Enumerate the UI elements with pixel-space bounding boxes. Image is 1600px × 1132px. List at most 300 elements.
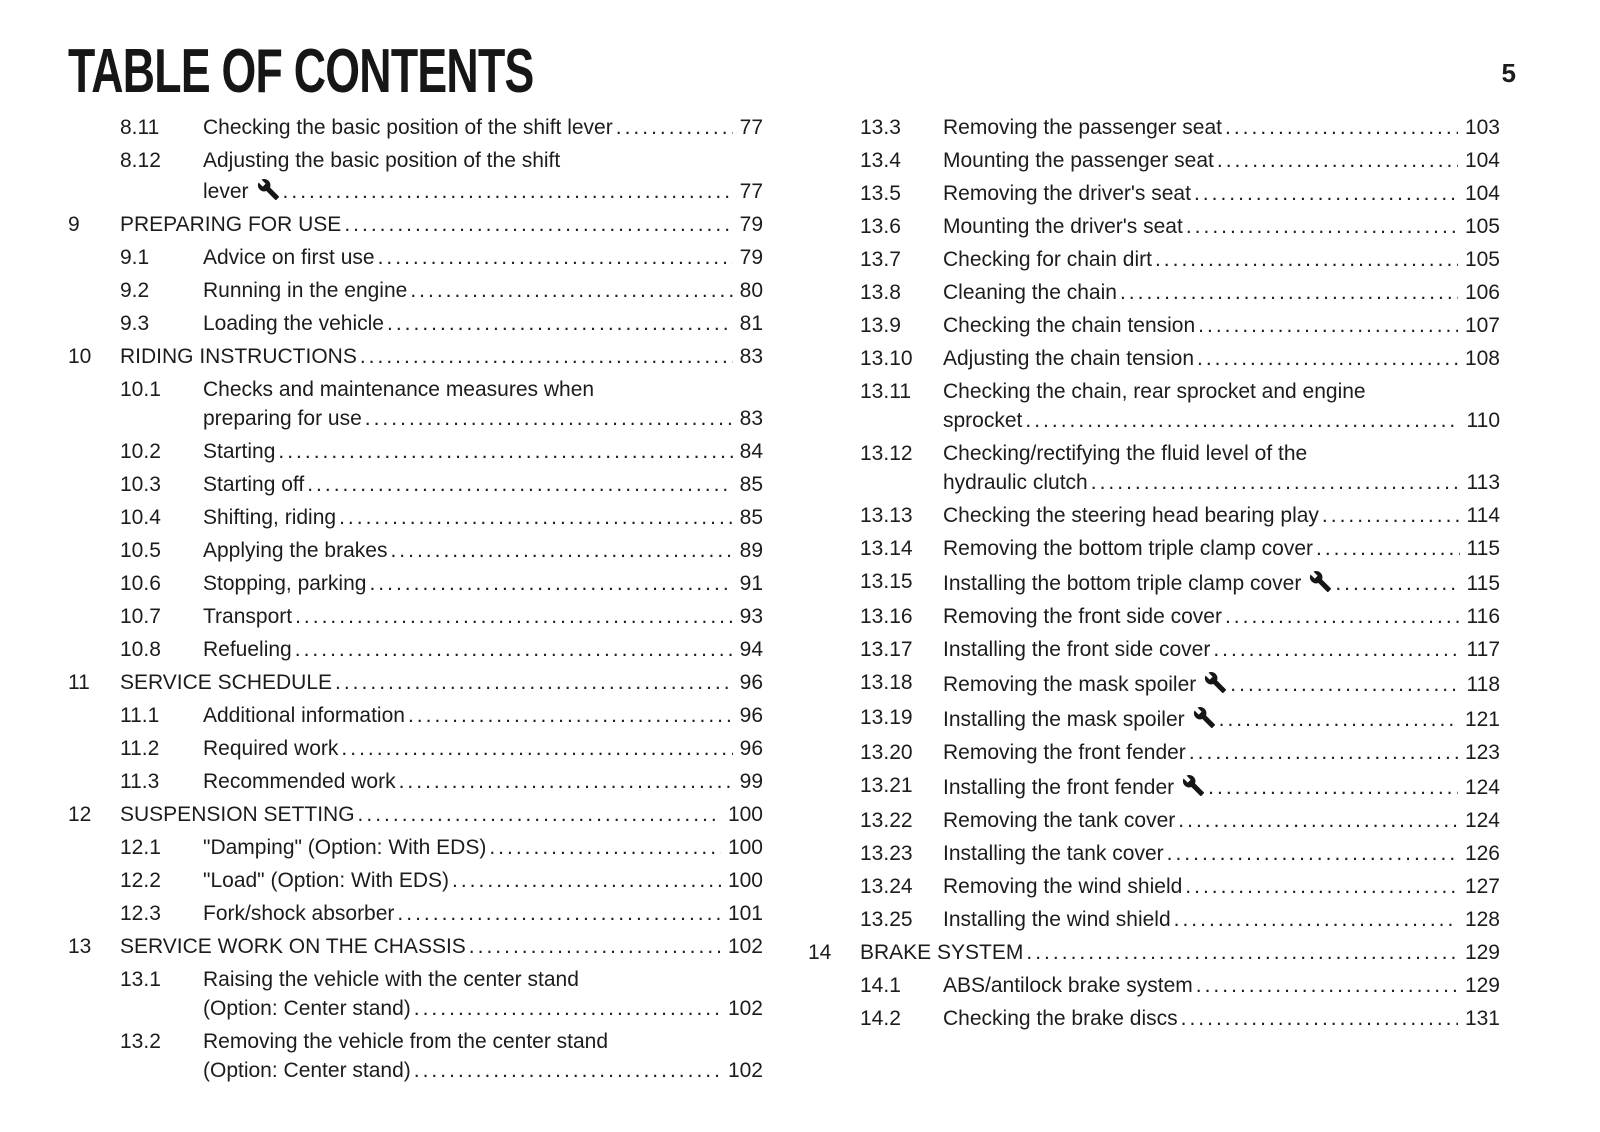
toc-entry-line	[203, 309, 763, 338]
toc-entry-page: 127	[1464, 875, 1500, 898]
dot-leader	[1155, 245, 1458, 274]
toc-entry-body	[860, 938, 1500, 967]
toc-entry-body	[203, 146, 763, 206]
toc-entry-number: 10.3	[120, 473, 161, 496]
toc-entry-line	[203, 994, 763, 1023]
dot-leader	[278, 437, 732, 466]
toc-entry-line	[203, 175, 763, 206]
toc-entry-number: 13.25	[860, 908, 913, 931]
dot-leader	[335, 668, 733, 697]
toc-entry	[68, 375, 763, 433]
toc-entry-page: 105	[1464, 215, 1500, 238]
toc-entry-title: Checking the steering head bearing play	[943, 504, 1319, 527]
toc-entry-title: Checking/rectifying the fluid level of the	[943, 442, 1308, 465]
toc-entry-line	[943, 113, 1500, 142]
toc-entry-page: 113	[1466, 471, 1500, 494]
toc-entry-title: Applying the brakes	[203, 539, 388, 562]
toc-entry-title: (Option: Center stand)	[203, 997, 411, 1020]
toc-entry	[68, 503, 763, 532]
toc-entry-title: Adjusting the basic position of the shift	[203, 149, 561, 172]
toc-entry-title: Removing the bottom triple clamp cover	[943, 537, 1313, 560]
dot-leader	[1225, 602, 1460, 631]
dot-leader	[1316, 534, 1460, 563]
toc-entry-page: 131	[1464, 1007, 1500, 1030]
toc-entry-title: Transport	[203, 605, 293, 628]
wrench-icon	[257, 178, 280, 201]
page-title: TABLE OF CONTENTS	[68, 37, 534, 106]
toc-entry-body	[203, 734, 763, 763]
dot-leader	[1185, 872, 1458, 901]
wrench-icon	[1193, 706, 1216, 729]
toc-entry	[808, 806, 1500, 835]
toc-entry-page: 85	[739, 506, 763, 529]
toc-entry-line	[203, 536, 763, 565]
toc-entry-number: 11.3	[120, 770, 160, 793]
dot-leader	[1189, 738, 1458, 767]
toc-entry-body	[203, 243, 763, 272]
toc-entry-page: 93	[739, 605, 763, 628]
toc-entry-number: 14.2	[860, 1007, 901, 1030]
toc-entry	[808, 938, 1500, 967]
toc-entry-page: 123	[1464, 741, 1500, 764]
toc-entry	[808, 668, 1500, 699]
dot-leader	[414, 1056, 721, 1085]
toc-entry-number: 13.17	[860, 638, 913, 661]
toc-entry-body	[943, 311, 1500, 340]
toc-entry-page: 81	[739, 312, 763, 335]
toc-entry-body	[203, 375, 763, 433]
toc-entry-body	[943, 567, 1500, 598]
toc-entry-page: 115	[1466, 572, 1500, 595]
dot-leader	[489, 833, 721, 862]
toc-entry-body	[943, 635, 1500, 664]
toc-entry-title: Removing the mask spoiler	[943, 673, 1197, 696]
toc-entry-line	[943, 806, 1500, 835]
toc-entry-number: 9.2	[120, 279, 150, 302]
dot-leader	[341, 734, 732, 763]
toc-entry-body	[943, 534, 1500, 563]
dot-leader	[1025, 406, 1459, 435]
toc-entry-page: 106	[1464, 281, 1500, 304]
toc-entry-page: 110	[1466, 409, 1500, 432]
toc-entry-page: 96	[739, 737, 763, 760]
toc-entry-line	[943, 738, 1500, 767]
toc-entry	[68, 1027, 763, 1085]
toc-entry-page: 94	[739, 638, 763, 661]
toc-entry-page: 100	[727, 869, 763, 892]
toc-entry-number: 13.23	[860, 842, 913, 865]
toc-entry	[808, 771, 1500, 802]
page-number: 5	[1501, 58, 1516, 88]
toc-entry-number: 9.3	[120, 312, 150, 335]
toc-entry-title: Checks and maintenance measures when	[203, 378, 595, 401]
toc-entry	[808, 146, 1500, 175]
dot-leader	[1196, 971, 1458, 1000]
toc-entry-body	[943, 1004, 1500, 1033]
toc-column-right	[808, 113, 1500, 1089]
toc-entry-number: 13.11	[860, 380, 911, 403]
toc-entry-line	[943, 905, 1500, 934]
toc-entry-page: 126	[1464, 842, 1500, 865]
toc-entry-body	[943, 146, 1500, 175]
toc-entry-page: 117	[1466, 638, 1500, 661]
toc-entry-page: 77	[739, 180, 763, 203]
toc-entry-title: Advice on first use	[203, 246, 375, 269]
toc-entry-page: 101	[727, 902, 763, 925]
toc-entry	[68, 734, 763, 763]
dot-leader	[390, 536, 732, 565]
toc-entry-body	[203, 437, 763, 466]
toc-entry-number: 12	[68, 803, 92, 826]
dot-leader	[307, 470, 732, 499]
toc-entry	[68, 833, 763, 862]
toc-entry-number: 13.16	[860, 605, 913, 628]
dot-leader	[358, 800, 721, 829]
toc-entry-line	[943, 534, 1500, 563]
toc-entry-body	[943, 771, 1500, 802]
toc-entry-title: (Option: Center stand)	[203, 1059, 411, 1082]
toc-entry-body	[203, 602, 763, 631]
toc-entry-page: 129	[1464, 974, 1500, 997]
dot-leader	[1178, 806, 1458, 835]
dot-leader	[339, 503, 733, 532]
toc-entry-page: 96	[739, 704, 763, 727]
toc-entry	[68, 932, 763, 961]
toc-entry-line	[120, 932, 763, 961]
dot-leader	[414, 994, 721, 1023]
toc-entry-page: 105	[1464, 248, 1500, 271]
toc-entry-title: Removing the tank cover	[943, 809, 1176, 832]
dot-leader	[1026, 938, 1458, 967]
toc-entry	[68, 767, 763, 796]
toc-entry-body	[203, 1027, 763, 1085]
toc-entry-body	[203, 767, 763, 796]
toc-entry-title: Checking the chain, rear sprocket and engine	[943, 380, 1366, 403]
toc-entry-body	[943, 905, 1500, 934]
toc-entry-body	[943, 738, 1500, 767]
toc-entry	[68, 602, 763, 631]
toc-entry-number: 12.1	[120, 836, 161, 859]
dot-leader	[387, 309, 733, 338]
toc-entry	[808, 245, 1500, 274]
toc-entry-line	[203, 1027, 763, 1056]
toc-entry-number: 11	[68, 671, 90, 694]
toc-entry-title: Checking for chain dirt	[943, 248, 1152, 271]
toc-entry-number: 13.5	[860, 182, 901, 205]
toc-entry	[808, 971, 1500, 1000]
toc-entry-line	[203, 113, 763, 142]
toc-entry-title: Mounting the driver's seat	[943, 215, 1183, 238]
dot-leader	[410, 276, 732, 305]
toc-entry-title: hydraulic clutch	[943, 471, 1088, 494]
toc-entry-page: 100	[727, 803, 763, 826]
toc-entry-body	[943, 668, 1500, 699]
toc-entry-line	[203, 569, 763, 598]
toc-entry	[68, 800, 763, 829]
dot-leader	[1120, 278, 1458, 307]
toc-entry-title: Required work	[203, 737, 339, 760]
toc-entry-body	[203, 833, 763, 862]
toc-entry-body	[120, 668, 763, 697]
toc-entry-title: Checking the chain tension	[943, 314, 1196, 337]
toc-entry-number: 9	[68, 213, 80, 236]
toc-entry-body	[203, 866, 763, 895]
toc-entry	[808, 703, 1500, 734]
toc-entry	[808, 278, 1500, 307]
wrench-icon	[1309, 570, 1332, 593]
toc-entry	[808, 602, 1500, 631]
toc-entry-number: 13.19	[860, 706, 913, 729]
toc-entry-title: Recommended work	[203, 770, 396, 793]
toc-entry-title: Installing the front side cover	[943, 638, 1211, 661]
toc-entry-title: Installing the wind shield	[943, 908, 1171, 931]
toc-entry-line	[943, 839, 1500, 868]
dot-leader	[1208, 773, 1458, 802]
toc-entry-title: Removing the front side cover	[943, 605, 1222, 628]
toc-entry	[68, 210, 763, 239]
toc-entry-line	[120, 668, 763, 697]
toc-entry-title: Installing the tank cover	[943, 842, 1164, 865]
dot-leader	[360, 342, 733, 371]
toc-entry-line	[120, 342, 763, 371]
toc-entry-line	[943, 344, 1500, 373]
toc-entry-title: preparing for use	[203, 407, 362, 430]
toc-entry	[68, 276, 763, 305]
toc-entry-line	[203, 833, 763, 862]
toc-entry-number: 13.1	[120, 968, 161, 991]
toc	[68, 113, 1500, 1089]
toc-entry-body	[203, 701, 763, 730]
toc-entry-page: 83	[739, 345, 763, 368]
toc-entry-body	[120, 932, 763, 961]
toc-entry-body	[943, 344, 1500, 373]
toc-entry-title: Raising the vehicle with the center stand	[203, 968, 579, 991]
toc-entry-line	[943, 635, 1500, 664]
dot-leader	[1322, 501, 1460, 530]
toc-entry-page: 114	[1466, 504, 1500, 527]
toc-entry-title: Checking the brake discs	[943, 1007, 1178, 1030]
toc-entry-body	[943, 806, 1500, 835]
toc-entry	[68, 668, 763, 697]
toc-entry	[68, 470, 763, 499]
dot-leader	[1335, 569, 1459, 598]
toc-entry-line	[943, 406, 1500, 435]
toc-entry-line	[203, 470, 763, 499]
dot-leader	[1219, 705, 1458, 734]
toc-entry	[808, 179, 1500, 208]
toc-entry-title: "Damping" (Option: With EDS)	[203, 836, 487, 859]
toc-entry-number: 11.1	[120, 704, 160, 727]
toc-entry-title: Starting	[203, 440, 276, 463]
toc-entry-line	[943, 439, 1500, 468]
toc-entry	[68, 243, 763, 272]
toc-entry-line	[943, 179, 1500, 208]
toc-entry-line	[120, 800, 763, 829]
dot-leader	[1225, 113, 1458, 142]
toc-entry-title: ABS/antilock brake system	[943, 974, 1193, 997]
dot-leader	[1230, 670, 1459, 699]
dot-leader	[378, 243, 733, 272]
dot-leader	[365, 404, 733, 433]
toc-entry-page: 121	[1464, 708, 1500, 731]
toc-entry	[68, 569, 763, 598]
toc-entry	[808, 635, 1500, 664]
toc-entry	[68, 866, 763, 895]
toc-entry-title: RIDING INSTRUCTIONS	[120, 345, 357, 368]
toc-entry-body	[120, 342, 763, 371]
toc-entry-title: SERVICE SCHEDULE	[120, 671, 333, 694]
toc-entry	[808, 905, 1500, 934]
toc-entry-number: 13.8	[860, 281, 901, 304]
toc-entry-title: SERVICE WORK ON THE CHASSIS	[120, 935, 466, 958]
toc-entry	[808, 534, 1500, 563]
toc-entry-body	[943, 602, 1500, 631]
toc-entry-body	[943, 245, 1500, 274]
toc-entry-page: 80	[739, 279, 763, 302]
dot-leader	[1198, 311, 1458, 340]
toc-entry-number: 13.2	[120, 1030, 161, 1053]
toc-entry-number: 13.6	[860, 215, 901, 238]
toc-entry-line	[943, 278, 1500, 307]
toc-entry-line	[943, 771, 1500, 802]
toc-entry-title: Removing the wind shield	[943, 875, 1183, 898]
toc-entry-body	[203, 309, 763, 338]
toc-entry-title: SUSPENSION SETTING	[120, 803, 355, 826]
wrench-icon	[1182, 774, 1205, 797]
toc-entry-page: 96	[739, 671, 763, 694]
toc-entry	[68, 965, 763, 1023]
toc-entry-number: 10.7	[120, 605, 161, 628]
toc-entry-line	[943, 668, 1500, 699]
toc-entry-number: 13.14	[860, 537, 913, 560]
toc-entry-number: 13.4	[860, 149, 901, 172]
dot-leader	[369, 569, 732, 598]
toc-entry-number: 13.24	[860, 875, 913, 898]
toc-entry-line	[943, 703, 1500, 734]
toc-entry-line	[203, 635, 763, 664]
toc-entry-body	[203, 635, 763, 664]
toc-entry-page: 83	[739, 407, 763, 430]
toc-entry-number: 13	[68, 935, 92, 958]
toc-entry-line	[203, 503, 763, 532]
toc-entry	[808, 738, 1500, 767]
toc-column-left	[68, 113, 763, 1089]
toc-entry-line	[203, 899, 763, 928]
toc-entry-number: 13.20	[860, 741, 913, 764]
toc-entry-line	[203, 767, 763, 796]
toc-entry-page: 115	[1466, 537, 1500, 560]
toc-entry-page: 129	[1464, 941, 1500, 964]
toc-entry-title: Checking the basic position of the shift lever	[203, 116, 613, 139]
dot-leader	[1174, 905, 1458, 934]
toc-entry-body	[943, 839, 1500, 868]
toc-entry-number: 10	[68, 345, 92, 368]
dot-leader	[616, 113, 733, 142]
toc-entry-title: Fork/shock absorber	[203, 902, 395, 925]
toc-entry-page: 77	[739, 116, 763, 139]
toc-entry-title: BRAKE SYSTEM	[860, 941, 1024, 964]
toc-entry-title: sprocket	[943, 409, 1023, 432]
dot-leader	[1167, 839, 1458, 868]
toc-entry-number: 10.6	[120, 572, 161, 595]
toc-entry	[808, 311, 1500, 340]
toc-entry-page: 102	[727, 997, 763, 1020]
toc-entry-line	[203, 701, 763, 730]
toc-entry-title: PREPARING FOR USE	[120, 213, 342, 236]
toc-entry	[68, 437, 763, 466]
toc-entry-line	[203, 602, 763, 631]
toc-entry-number: 9.1	[120, 246, 150, 269]
toc-entry-line	[943, 872, 1500, 901]
toc-entry-line	[120, 210, 763, 239]
toc-entry-page: 100	[727, 836, 763, 859]
toc-entry-number: 14.1	[860, 974, 901, 997]
toc-entry-line	[203, 404, 763, 433]
dot-leader	[295, 602, 733, 631]
toc-entry-number: 13.7	[860, 248, 901, 271]
toc-entry-line	[203, 437, 763, 466]
dot-leader	[1181, 1004, 1458, 1033]
toc-entry-line	[943, 602, 1500, 631]
toc-entry-number: 8.12	[120, 149, 161, 172]
toc-entry-body	[943, 212, 1500, 241]
toc-entry-body	[943, 872, 1500, 901]
toc-entry-page: 89	[739, 539, 763, 562]
dot-leader	[283, 177, 733, 206]
dot-leader	[1186, 212, 1458, 241]
toc-entry-line	[943, 146, 1500, 175]
toc-entry-page: 99	[739, 770, 763, 793]
toc-entry-number: 13.15	[860, 570, 913, 593]
toc-entry-title: Installing the mask spoiler	[943, 708, 1185, 731]
toc-entry-title: Removing the front fender	[943, 741, 1186, 764]
toc-entry-body	[943, 377, 1500, 435]
toc-entry-number: 10.5	[120, 539, 161, 562]
toc-entry-line	[943, 245, 1500, 274]
dot-leader	[408, 701, 733, 730]
toc-entry-body	[203, 470, 763, 499]
toc-entry-body	[203, 276, 763, 305]
toc-entry-body	[203, 503, 763, 532]
toc-entry-title: "Load" (Option: With EDS)	[203, 869, 450, 892]
toc-entry-body	[203, 899, 763, 928]
toc-entry-title: Starting off	[203, 473, 305, 496]
toc-entry	[808, 1004, 1500, 1033]
toc-entry-line	[203, 866, 763, 895]
toc-entry-body	[943, 439, 1500, 497]
toc-entry-body	[120, 210, 763, 239]
toc-entry-line	[943, 212, 1500, 241]
toc-entry	[68, 536, 763, 565]
toc-entry-number: 10.4	[120, 506, 161, 529]
toc-entry-number: 12.2	[120, 869, 161, 892]
toc-entry-line	[943, 567, 1500, 598]
toc-entry-title: Shifting, riding	[203, 506, 337, 529]
toc-entry-number: 10.1	[120, 378, 161, 401]
dot-leader	[469, 932, 721, 961]
toc-entry-line	[943, 377, 1500, 406]
toc-entry-page: 102	[727, 935, 763, 958]
toc-entry-title: Mounting the passenger seat	[943, 149, 1214, 172]
toc-entry-title: Stopping, parking	[203, 572, 367, 595]
toc-entry-number: 11.2	[120, 737, 160, 760]
toc-entry-body	[203, 113, 763, 142]
toc-entry-title: Loading the vehicle	[203, 312, 384, 335]
toc-entry-page: 124	[1464, 809, 1500, 832]
dot-leader	[344, 210, 732, 239]
toc-entry-title: Adjusting the chain tension	[943, 347, 1195, 370]
toc-entry-page: 79	[739, 213, 763, 236]
